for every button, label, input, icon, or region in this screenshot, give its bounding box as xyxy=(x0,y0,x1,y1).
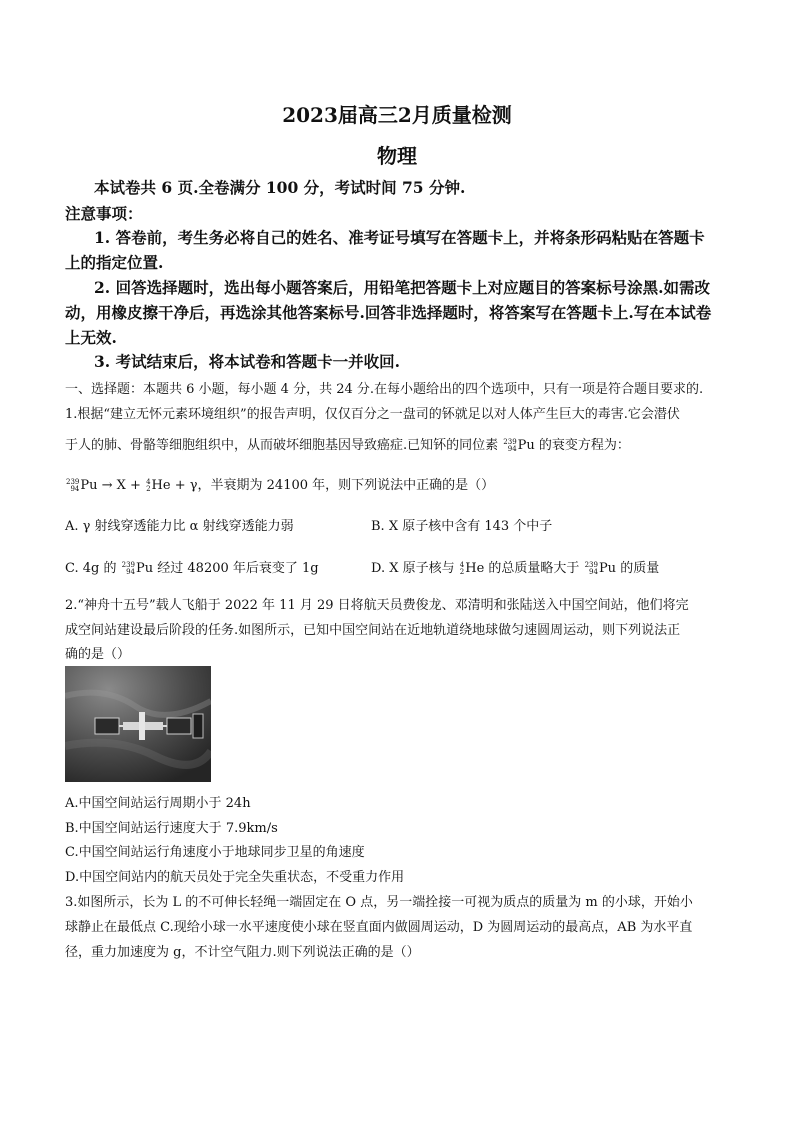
q1-line-2-tail: 的衰变方程为： xyxy=(538,438,630,453)
eq-tail: ，半衰期为 24100 年，则下列说法中正确的是（） xyxy=(197,478,495,493)
pu-nuclide: 239 94 Pu xyxy=(503,437,535,453)
q1-option-b: B. X 原子核中含有 143 个中子 xyxy=(371,519,553,534)
q1-line-2-text: 于人的肺、骨骼等细胞组织中，从而破坏细胞基因导致癌症.已知钚的同位素 xyxy=(65,438,499,453)
he-nuclide: 4 2 xyxy=(146,477,151,493)
pu-nuclide: 239 94 Pu xyxy=(121,560,154,576)
q2-option-c: C.中国空间站运行角速度小于地球同步卫星的角速度 xyxy=(65,845,365,860)
q2-line-2: 成空间站建设最后阶段的任务.如图所示，已知中国空间站在近地轨道绕地球做匀速圆周运动，则下列说法正 xyxy=(65,623,681,638)
pu-nuclide: 239 94 Pu xyxy=(584,560,617,576)
q2-option-a: A.中国空间站运行周期小于 24h xyxy=(65,796,251,811)
notice-item-1-cont: 上的指定位置. xyxy=(65,253,164,272)
q1-option-d: D. X 原子核与 4 2 He 的总质量略大于 239 94 Pu 的质量 xyxy=(371,560,660,576)
he-nuclide: 4 2 He xyxy=(459,560,485,576)
q2-line-1: 2.“神舟十五号”载人飞船于 2022 年 11 月 29 日将航天员费俊龙、邓清明和张陆送入中国空间站，他们将完 xyxy=(65,598,689,613)
intro-line: 本试卷共 6 页.全卷满分 100 分，考试时间 75 分钟. xyxy=(94,178,466,197)
eq-he: He + γ xyxy=(151,478,198,493)
q3-line-3: 径，重力加速度为 g，不计空气阻力.则下列说法正确的是（） xyxy=(65,945,420,960)
notice-item-3: 3. 考试结束后，将本试卷和答题卡一并收回. xyxy=(94,352,400,371)
pu-nuclide: 239 94 xyxy=(66,477,80,493)
subject-title: 物理 xyxy=(377,144,417,168)
q3-line-2: 球静止在最低点 C.现给小球一水平速度使小球在竖直面内做圆周运动，D 为圆周运动的最高点，AB 为水平直 xyxy=(65,920,693,935)
notice-item-2: 2. 回答选择题时，选出每小题答案后，用铅笔把答题卡上对应题目的答案标号涂黑.如需改 xyxy=(94,278,710,297)
notice-item-2-cont2: 上无效. xyxy=(65,328,117,347)
q2-option-d: D.中国空间站内的航天员处于完全失重状态，不受重力作用 xyxy=(65,870,405,885)
section-heading: 一、选择题：本题共 6 小题，每小题 4 分，共 24 分.在每小题给出的四个选项中，只有一项是符合题目要求的. xyxy=(65,382,704,397)
q2-option-b: B.中国空间站运行速度大于 7.9km/s xyxy=(65,821,278,836)
q1-option-c: C. 4g 的 239 94 Pu 经过 48200 年后衰变了 1g xyxy=(65,560,319,576)
notice-heading: 注意事项： xyxy=(65,204,143,223)
space-station-photo xyxy=(65,666,211,782)
q1-option-a: A. γ 射线穿透能力比 α 射线穿透能力弱 xyxy=(65,519,294,534)
q2-line-3: 确的是（） xyxy=(65,647,131,662)
q1-equation xyxy=(65,474,494,493)
notice-item-1: 1. 答卷前，考生务必将自己的姓名、准考证号填写在答题卡上，并将条形码粘贴在答题卡 xyxy=(94,228,705,247)
q1-line-2 xyxy=(65,434,630,453)
exam-title: 2023届高三2月质量检测 xyxy=(282,103,512,127)
notice-item-2-cont: 动，用橡皮擦干净后，再选涂其他答案标号.回答非选择题时，将答案写在答题卡上.写在本试卷 xyxy=(65,303,712,322)
q1-line-1: 1.根据“建立无怀元素环境组织”的报告声明，仅仅百分之一盘司的钚就足以对人体产生巨大的毒害.它会潜伏 xyxy=(65,407,680,422)
q3-line-1: 3.如图所示，长为 L 的不可伸长轻绳一端固定在 O 点，另一端拴接一可视为质点的质量为 m 的小球，开始小 xyxy=(65,895,693,910)
eq-main: Pu → X + xyxy=(80,478,141,493)
